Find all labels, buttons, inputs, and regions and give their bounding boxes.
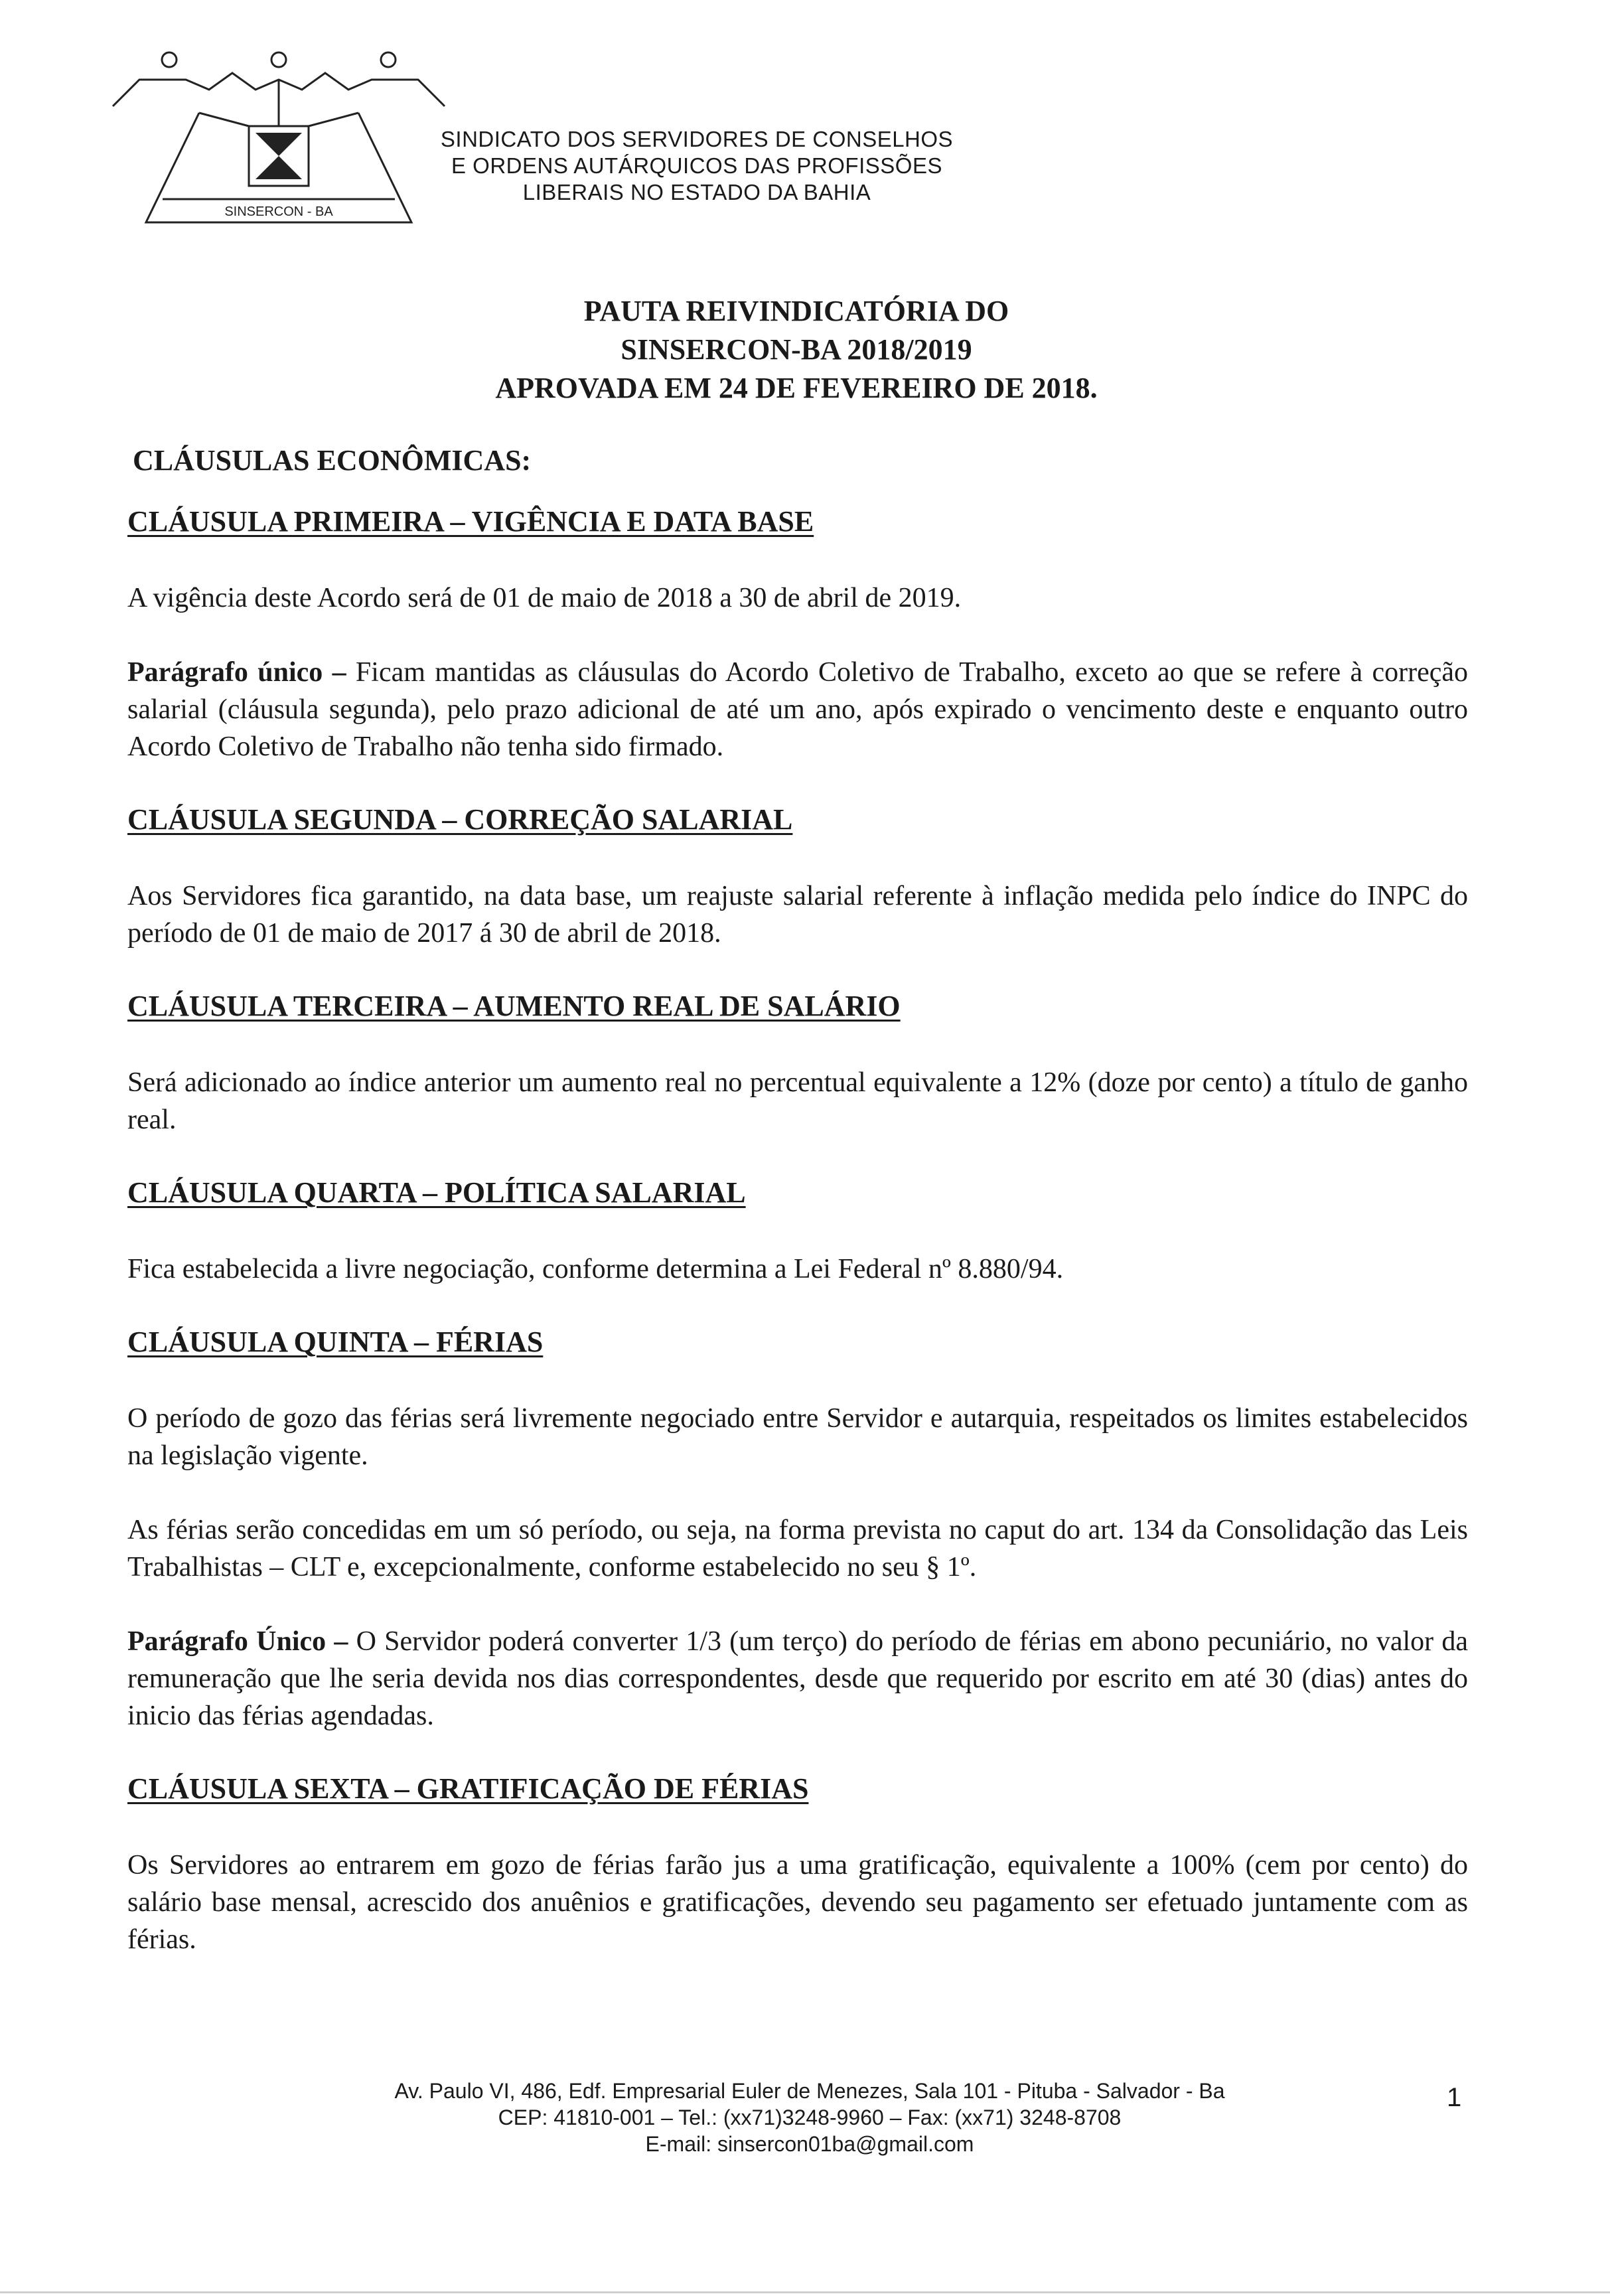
clause-paragraph: Será adicionado ao índice anterior um aumento real no percentual equivalente a 12% (doze por cento) a título de ganho real.	[127, 1067, 1468, 1135]
clause-paragraph: Fica estabelecida a livre negociação, conforme determina a Lei Federal nº 8.880/94.	[127, 1254, 1064, 1284]
title-line: PAUTA REIVINDICATÓRIA DO	[583, 295, 1009, 327]
page-number: 1	[1447, 2083, 1462, 2112]
paragraph-lead: Parágrafo Único –	[127, 1626, 348, 1657]
clause-paragraph: As férias serão concedidas em um só período, ou seja, na forma prevista no caput do art. 134 da Consolidação das Leis Trabalhistas – CLT e, excepcionalmente, conforme estabelecido no seu § 1º.	[127, 1515, 1468, 1582]
union-name-line: LIBERAIS NO ESTADO DA BAHIA	[522, 180, 871, 204]
title-line: APROVADA EM 24 DE FEVEREIRO DE 2018.	[495, 372, 1098, 404]
clause-paragraph: Parágrafo único – Ficam mantidas as cláusulas do Acordo Coletivo de Trabalho, exceto ao que se refere à correção salarial (cláusula segunda), pelo prazo adicional de até um ano, após expirado o vencimento deste e enquanto outro Acordo Coletivo de Trabalho não tenha sido firmado.	[127, 657, 1468, 762]
footer	[199, 2078, 1420, 2157]
paragraph-lead: Parágrafo único –	[127, 657, 346, 688]
scan-edge-divider	[0, 2291, 1610, 2293]
union-name-line: SINDICATO DOS SERVIDORES DE CONSELHOS	[440, 127, 954, 151]
clause-heading: CLÁUSULA PRIMEIRA – VIGÊNCIA E DATA BASE	[127, 505, 814, 538]
clause-segunda	[127, 803, 1468, 952]
clause-heading: CLÁUSULA SEGUNDA – CORREÇÃO SALARIAL	[127, 803, 793, 836]
footer-contact: CEP: 41810-001 – Tel.: (xx71)3248-9960 – Fax: (xx71) 3248-8708	[498, 2105, 1122, 2129]
clause-heading: CLÁUSULA QUINTA – FÉRIAS	[127, 1326, 544, 1358]
clause-paragraph: O período de gozo das férias será livremente negociado entre Servidor e autarquia, respeitados os limites estabelecidos na legislação vigente.	[127, 1403, 1468, 1471]
clauses-body	[127, 504, 1468, 1995]
clause-quarta	[127, 1176, 1468, 1288]
clause-paragraph: Aos Servidores fica garantido, na data base, um reajuste salarial referente à inflação medida pelo índice do INPC do período de 01 de maio de 2017 á 30 de abril de 2018.	[127, 881, 1468, 949]
clause-paragraph: Os Servidores ao entrarem em gozo de férias farão jus a uma gratificação, equivalente a 100% (cem por cento) do salário base mensal, acrescido dos anuênios e gratificações, devendo seu pagamento ser efetuado juntamente com as férias.	[127, 1850, 1468, 1955]
document-title	[332, 292, 1261, 408]
clause-quinta	[127, 1325, 1468, 1734]
clause-sexta	[127, 1772, 1468, 1958]
clause-heading: CLÁUSULA SEXTA – GRATIFICAÇÃO DE FÉRIAS	[127, 1772, 809, 1805]
clause-paragraph: Parágrafo Único – O Servidor poderá converter 1/3 (um terço) do período de férias em abono pecuniário, no valor da remuneração que lhe seria devida nos dias correspondentes, desde que requerido por escrito em até 30 (dias) antes do inicio das férias agendadas.	[127, 1626, 1468, 1731]
union-name	[398, 126, 995, 206]
clause-heading: CLÁUSULA QUARTA – POLÍTICA SALARIAL	[127, 1176, 746, 1209]
union-name-line: E ORDENS AUTÁRQUICOS DAS PROFISSÕES	[451, 153, 942, 178]
clause-primeira	[127, 504, 1468, 765]
clause-heading: CLÁUSULA TERCEIRA – AUMENTO REAL DE SALÁRIO	[127, 990, 901, 1022]
logo-text: SINSERCON - BA	[224, 204, 333, 219]
title-line: SINSERCON-BA 2018/2019	[621, 333, 972, 366]
clause-terceira	[127, 989, 1468, 1138]
section-heading: CLÁUSULAS ECONÔMICAS:	[133, 444, 532, 477]
footer-email: E-mail: sinsercon01ba@gmail.com	[645, 2132, 974, 2156]
footer-address: Av. Paulo VI, 486, Edf. Empresarial Euler de Menezes, Sala 101 - Pituba - Salvador - Ba	[394, 2079, 1225, 2103]
clause-paragraph: A vigência deste Acordo será de 01 de maio de 2018 a 30 de abril de 2019.	[127, 583, 962, 613]
